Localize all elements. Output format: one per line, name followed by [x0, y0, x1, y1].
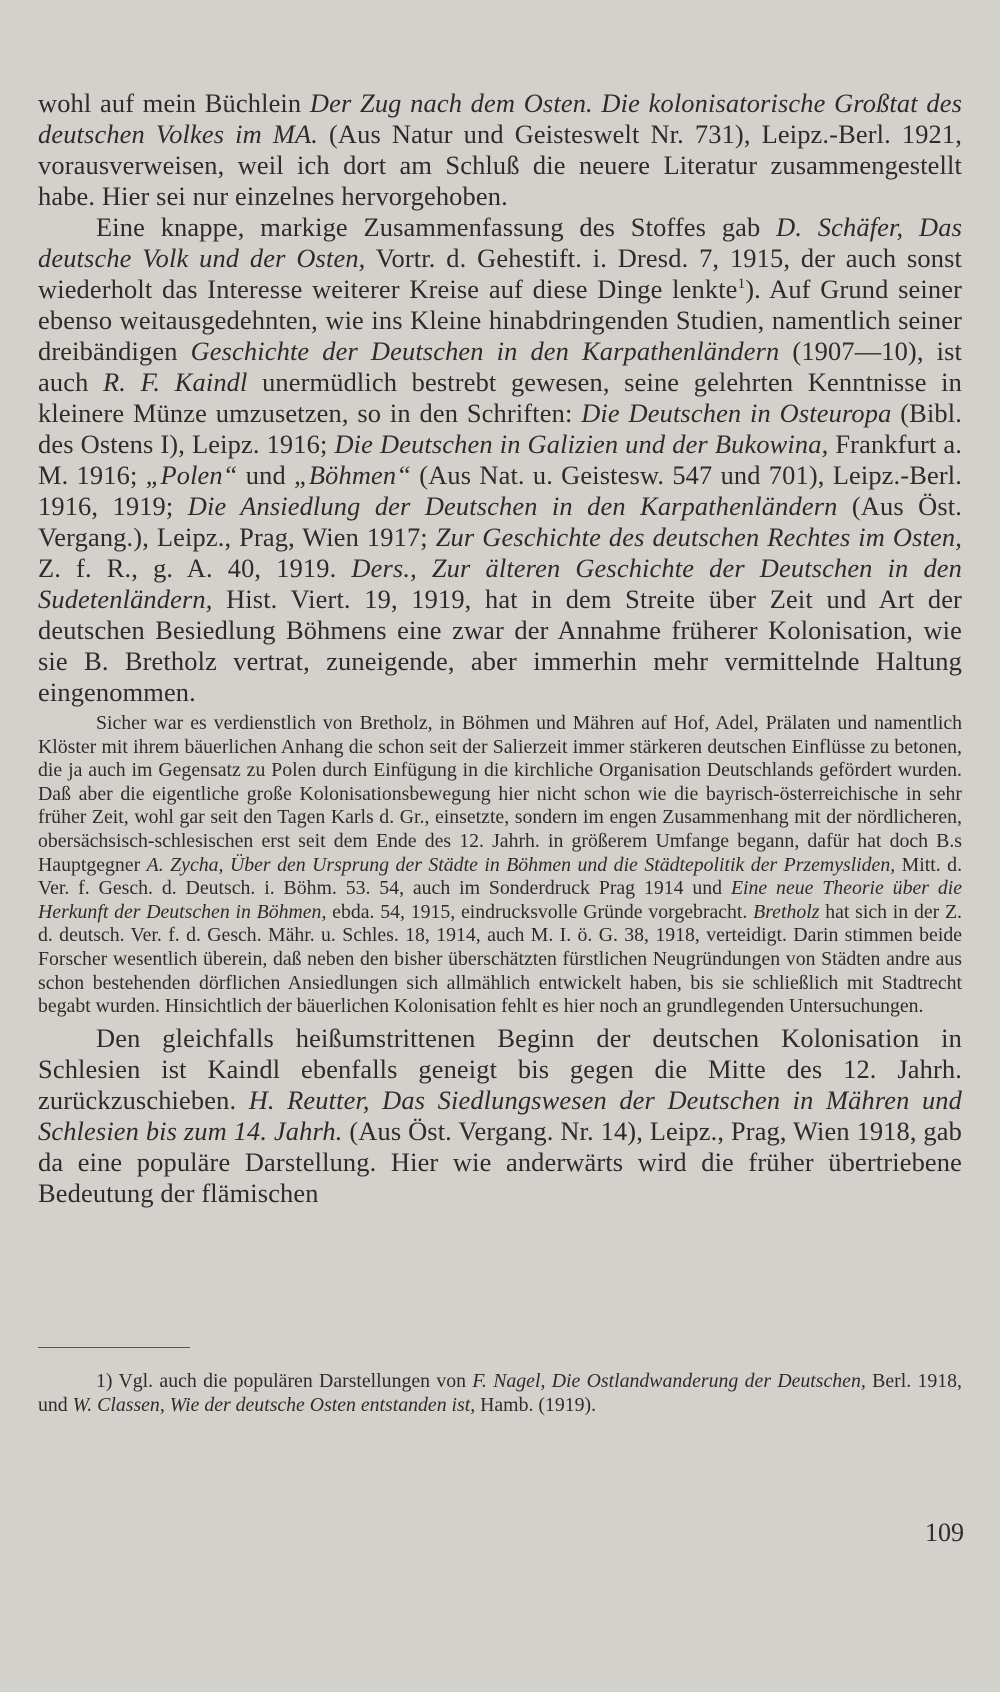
book-title: Der Zug nach dem Osten. Die kolonisatorische Großtat des deutschen Volkes im MA. — [38, 88, 962, 149]
main-text — [38, 88, 962, 1209]
text-run: ). Auf Grund seiner ebenso weitausgedehnten, wie ins Kleine hinabdringenden Studien, namentlich seiner dreibändigen — [38, 274, 963, 366]
text-run: Frankfurt a. M. 1916; — [38, 429, 962, 490]
text-run: Hamb. (1919). — [475, 1394, 597, 1416]
citation-title: H. Reutter, Das Siedlungswesen der Deutschen in Mähren und Schlesien bis zum 14. Jahrh. — [38, 1084, 962, 1146]
text-run: Eine knappe, markige Zusammenfassung des Stoffes gab — [96, 212, 777, 242]
page-number: 109 — [925, 1518, 964, 1547]
text-run: wohl auf mein Büchlein — [38, 88, 310, 118]
citation-title: Ders., Zur älteren Geschichte der Deutschen in den Sudetenländern, — [38, 553, 962, 614]
paragraph-3-small-print — [38, 712, 962, 1019]
text-run: Sicher war es verdienstlich von Bretholz, in Böhmen und Mähren auf Hof, Adel, Prälaten und namentlich Klöster mit ihrem bäuerlichen Anhang die schon seit der Salierzeit immer stärkeren deutschen Einflüsse zu betonen, die ja auch im Gegensatz zu Polen durch Einfügung in die kirchliche Organisation Deutschlands gefördert wurden. Daß aber die eigentliche große Kolonisationsbewegung hier nicht schon wie die bayrisch-österreichische in sehr früher Zeit, wohl gar seit den Tagen Karls d. Gr., einsetzte, sondern im engen Zusammenhang mit der nördlicheren, obersächsisch-schlesischen erst seit dem Ende des 12. Jahrh. in größerem Umfange begann, dafür hat doch B.s Hauptgegner — [38, 712, 962, 876]
text-run: (1907—10), ist auch — [38, 336, 962, 397]
author-name: R. F. Kaindl — [102, 367, 248, 397]
text-run: (Aus Öst. Vergang.), Leipz., Prag, Wien 1917; — [38, 491, 962, 552]
text-run: Berl. 1918, und — [38, 1370, 962, 1416]
text-run: (Aus Öst. Vergang. Nr. 14), Leipz., Prag, Wien 1918, gab da eine populäre Darstellung. Hier wie anderwärts wird die früher übertriebene Bedeutung der flämischen — [38, 1115, 962, 1208]
citation-title: Zur Geschichte des deutschen Rechtes im Osten, — [435, 522, 962, 552]
paragraph-4 — [38, 1023, 962, 1209]
citation-title: F. Nagel, Die Ostlandwanderung der Deutschen, — [472, 1370, 866, 1392]
text-run: Hist. Viert. 19, 1919, hat in dem Streite über Zeit und Art der deutschen Besiedlung Böhmens eine zwar der Annahme früherer Kolonisation, wie sie B. Bretholz vertrat, zuneigende, aber immerhin mehr vermittelnde Haltung eingenommen. — [38, 584, 962, 707]
paragraph-2 — [38, 212, 962, 708]
text-run: (Bibl. des Ostens I), Leipz. 1916; — [38, 398, 962, 459]
footnote-marker: 1 — [737, 276, 746, 293]
citation-title: A. Zycha, Über den Ursprung der Städte in Böhmen und die Städtepolitik der Przemysliden, — [146, 853, 896, 876]
text-run: und — [237, 460, 295, 490]
citation-title: Die Ansiedlung der Deutschen in den Karpathenländern — [187, 491, 838, 521]
text-run: (Aus Nat. u. Geistesw. 547 und 701), Leipz.-Berl. 1916, 1919; — [38, 460, 963, 521]
text-run: hat sich in der Z. d. deutsch. Ver. f. d. Gesch. Mähr. u. Schles. 18, 1914, auch M. I. ö. G. 38, 1918, verteidigt. Darin stimmen beide Forscher wesentlich überein, daß neben den bisher überschätzten fürstlichen Neugründungen von Städten andre aus schon bestehenden dörflichen Ansiedlungen sich allmählich entwickelt haben, bis sie schließlich mit Stadtrecht begabt wurden. Hinsichtlich der bäuerlichen Kolonisation fehlt es hier noch an grundlegenden Untersuchungen. — [38, 900, 962, 1018]
text-run: Vortr. d. Gehestift. i. Dresd. 7, 1915, der auch sonst wiederholt das Interesse weiterer Kreise auf diese Dinge lenkte — [38, 243, 963, 304]
text-run: 1) Vgl. auch die populären Darstellungen von — [96, 1370, 473, 1392]
text-run: Z. f. R., g. A. 40, 1919. — [38, 553, 352, 583]
text-run: ebda. 54, 1915, eindrucksvolle Gründe vorgebracht. — [326, 900, 754, 923]
citation-title: Die Deutschen in Galizien und der Bukowina, — [334, 429, 829, 459]
footnote-divider — [38, 1347, 190, 1348]
citation-title: D. Schäfer, Das deutsche Volk und der Osten, — [38, 212, 962, 273]
text-run: Den gleichfalls heißumstrittenen Beginn der deutschen Kolonisation in Schlesien ist Kaindl ebenfalls geneigt bis gegen die Mitte des 12. Jahrh. zurückzuschieben. — [38, 1022, 962, 1115]
citation-title: Die Deutschen in Osteuropa — [581, 398, 892, 428]
citation-title: „Böhmen“ — [294, 460, 412, 490]
footnote — [38, 1369, 962, 1417]
citation-title: W. Classen, Wie der deutsche Osten entstanden ist, — [72, 1394, 476, 1416]
citation-title: Eine neue Theorie über die Herkunft der Deutschen in Böhmen, — [38, 877, 962, 923]
paragraph-1 — [38, 88, 962, 212]
text-run: unermüdlich bestrebt gewesen, seine gelehrten Kenntnisse in kleinere Münze umzusetzen, so in den Schriften: — [38, 367, 962, 428]
text-run: (Aus Natur und Geisteswelt Nr. 731), Leipz.-Berl. 1921, vorausverweisen, weil ich dort am Schluß die neuere Literatur zusammengestellt habe. Hier sei nur einzelnes hervorgehoben. — [38, 119, 962, 211]
author-name: Bretholz — [753, 900, 820, 923]
citation-title: „Polen“ — [145, 460, 238, 490]
text-run: Mitt. d. Ver. f. Gesch. d. Deutsch. i. Böhm. 53. 54, auch im Sonderdruck Prag 1914 und — [38, 853, 963, 900]
citation-title: Geschichte der Deutschen in den Karpathenländern — [190, 336, 780, 366]
